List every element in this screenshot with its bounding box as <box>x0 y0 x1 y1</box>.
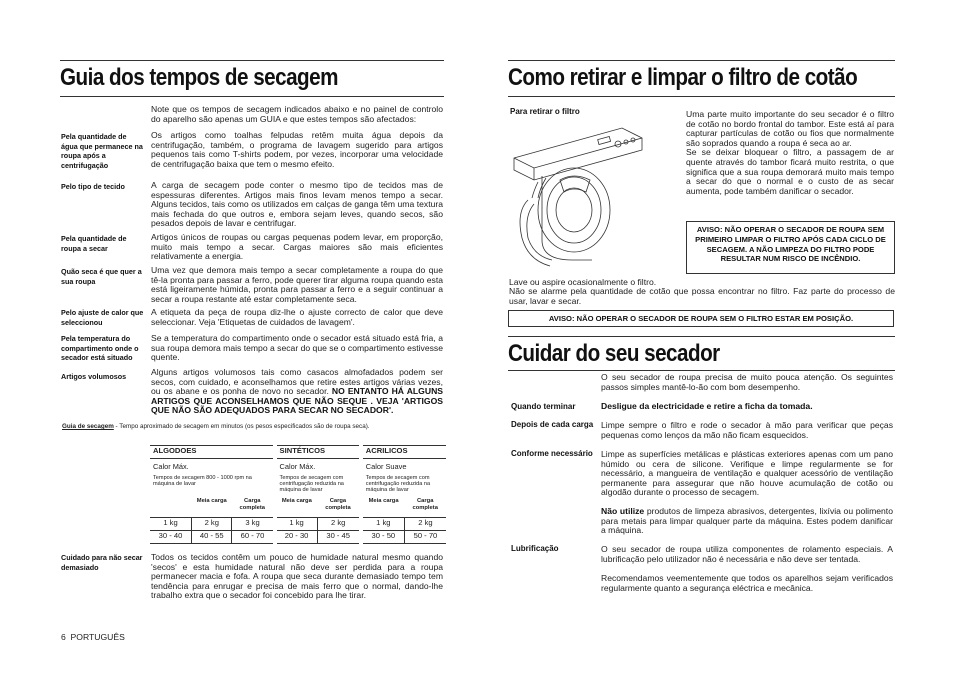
sub-full-synthetic: Carga completa <box>325 497 351 511</box>
care-text-as-needed: Limpe as superfícies metálicas e plásticas exteriores apenas com um pano húmido ou cera de silicone. Verifique e limpe regularmente se for necessário, a mangueira de ventilação e qualquer acessório de ventilação permanente para assegurar que não houve acumulação de cotão ou algodão durante o processo de secagem. <box>601 449 893 498</box>
row-label-water: Pela quantidade de água que permanece na roupa após a centrifugação <box>61 132 143 170</box>
page-title-filter: Como retirar e limpar o filtro de cotão <box>508 64 858 91</box>
sub-half-synthetic: Meia carga <box>275 498 318 518</box>
group-name-cotton: ALGODOES <box>150 446 275 459</box>
weight-cell: 2 kg <box>192 518 232 531</box>
lubrication-label: Lubrificação <box>511 544 559 553</box>
weight-cell: 1 kg <box>361 518 405 531</box>
lubrication-text: O seu secador de roupa utiliza componentes de rolamento especiais. A lubrificação pelo utilizador não é necessária e não deve ser tentada. <box>601 544 893 564</box>
time-cell: 30 - 50 <box>361 531 405 544</box>
guide-caption-text: - Tempo aproximado de secagem em minutos (os pesos especificados são de roupa seca). <box>113 423 370 430</box>
time-cell: 20 - 30 <box>275 531 318 544</box>
sub-half-acrylic: Meia carga <box>361 498 405 518</box>
care-no-abrasives-text: produtos de limpeza abrasivos, detergentes, lixívia ou polimento para metais para limpar qualquer parte da máquina. Estes podem danificar a máquina. <box>601 506 893 536</box>
row-text-room: Se a temperatura do compartimento onde o secador está situado está fria, a sua roupa demora mais tempo a secar do que se o compartimento estivesse quente. <box>151 333 443 363</box>
safety-check-text: Recomendamos veementemente que todos os aparelhos sejam verificados regularmente quanto a segurança eléctrica e mecânica. <box>601 573 893 593</box>
bulky-label: Artigos volumosos <box>61 372 127 381</box>
setting-acrylic: Calor Suave <box>361 459 446 472</box>
row-label-heat: Pelo ajuste de calor que seleccionou <box>61 308 144 327</box>
care-intro: O seu secador de roupa precisa de muito pouca atenção. Os seguintes passos simples mantê-lo-ão com bom desempenho. <box>601 372 893 392</box>
guide-caption <box>62 423 370 430</box>
group-name-acrylic: ACRILICOS <box>361 446 446 459</box>
row-label-room: Pela temperatura do compartimento onde o secador está situado <box>61 334 139 362</box>
dryer-filter-illustration <box>512 120 644 270</box>
care-no-abrasives <box>601 507 893 536</box>
setting-cotton: Calor Máx. <box>153 462 189 471</box>
care-text-finish: Desligue da electricidade e retire a ficha da tomada. <box>601 401 813 411</box>
overdry-text: Todos os tecidos contêm um pouco de humidade natural mesmo quando 'secos' e esta humidade natural não deve ser perdida para a roupa permanecer macia e fofa. A roupa que seca durante demasiado tempo tem tendência para enrugar e precisa de mais ferro que o normal, dando-lhe trabalho extra que o secador foi concebido para lhe tirar. <box>151 552 443 601</box>
time-cell: 30 - 40 <box>150 531 192 544</box>
row-label-fabric: Pelo tipo de tecido <box>61 182 125 191</box>
bulky-text: Alguns artigos volumosos tais como casacos almofadados podem ser secos, com cuidado, e aconselhamos que retire estes artigos várias vezes, ou os abane e os ponha de novo no secador. <box>151 367 443 397</box>
filter-text <box>686 110 894 196</box>
wash-note-1: Lave ou aspire ocasionalmente o filtro. <box>509 277 657 287</box>
care-label-as-needed: Conforme necessário <box>511 449 593 458</box>
note-synthetic: Tempos de secagem com centrifugação reduzida na máquina de lavar <box>275 472 361 498</box>
filter-label: Para retirar o filtro <box>510 107 580 116</box>
row-label-quantity: Pela quantidade de roupa a secar <box>61 234 127 253</box>
sub-half-cotton: Meia carga <box>196 497 227 504</box>
care-label-each-load: Depois de cada carga <box>511 420 594 429</box>
page-title-care: Cuidar do seu secador <box>508 340 720 367</box>
fire-warning-box: AVISO: NÃO OPERAR O SECADOR DE ROUPA SEM PRIMEIRO LIMPAR O FILTRO APÓS CADA CICLO DE SECAGEM. A NÃO LIMPEZA DO FILTRO PODE RESULTAR NUM RISCO DE INCÊNDIO. <box>686 221 895 274</box>
time-cell: 40 - 55 <box>192 531 232 544</box>
weight-cell: 2 kg <box>317 518 361 531</box>
time-cell: 50 - 70 <box>404 531 446 544</box>
overdry-label: Cuidado para não secar demasiado <box>61 553 143 572</box>
drying-time-table <box>150 445 446 544</box>
filter-text-p1: Uma parte muito importante do seu secador é o filtro de cotão no bordo frontal do tambor. Este está aí para capturar partículas de cotão ou fios que normalmente são soprados quando a roupa é seca ao ar. <box>686 109 894 148</box>
row-text-quantity: Artigos únicos de roupas ou cargas pequenas podem levar, em proporção, muito mais tempo a secar. Cargas maiores são mais eficientes relativamente a energia. <box>151 232 443 262</box>
intro-text: Note que os tempos de secagem indicados abaixo e no painel de controlo do aparelho são apenas um GUIA e que estes tempos são afectados: <box>151 104 443 124</box>
bulky-warning: NO ENTANTO HÁ ALGUNS ARTIGOS QUE ACONSELHAMOS QUE NÃO SEQUE . VEJA 'ARTIGOS QUE NÃO SÃO ADEQUADOS PARA SECAR NO SECADOR'. <box>151 386 444 416</box>
filter-text-p2: Se se deixar bloquear o filtro, a passagem de ar quente através do tambor ficará muito restrita, o que significa que a sua roupa demorará muito mais tempo a secar do que o normal e o custo de as secar aumenta, pode também danificar o secador. <box>686 147 894 196</box>
row-label-dryness: Quão seca é que quer a sua roupa <box>61 267 142 286</box>
weight-cell: 3 kg <box>232 518 275 531</box>
time-cell: 30 - 45 <box>317 531 361 544</box>
weight-cell: 2 kg <box>404 518 446 531</box>
filter-position-warning: AVISO: NÃO OPERAR O SECADOR DE ROUPA SEM O FILTRO ESTAR EM POSIÇÃO. <box>508 310 894 327</box>
setting-synthetic: Calor Máx. <box>275 459 361 472</box>
wash-note-2: Não se alarme pela quantidade de cotão que possa encontrar no filtro. Faz parte do processo de usar, lavar e secar. <box>509 286 895 306</box>
weight-cell: 1 kg <box>275 518 318 531</box>
guide-caption-label: Guia de secagem <box>62 423 114 430</box>
row-text-dryness: Uma vez que demora mais tempo a secar completamente a roupa do que tê-la pronta para passar a ferro, pode querer tirar alguma roupa quando esta está ligeiramente húmida, pronta para passar a ferro e a seguir continuar a secar a roupa restante até estar completamente seca. <box>151 265 443 304</box>
sub-full-cotton: Carga completa <box>239 497 265 511</box>
row-text-fabric: A carga de secagem pode conter o mesmo tipo de tecidos mas de espessuras diferentes. Artigos mais finos levam menos tempo a secar. Alguns tecidos, tais como os utilizados em calças de ganga têm uma textura mais fechada do que outros e, embora sejam leves, quando secos, são pesados depois de lavar e centrifugar. <box>151 180 443 229</box>
time-cell: 60 - 70 <box>232 531 275 544</box>
group-name-synthetic: SINTÉTICOS <box>275 446 361 459</box>
care-label-finish: Quando terminar <box>511 402 576 411</box>
note-acrylic: Tempos de secagem com centrifugação reduzida na máquina de lavar <box>361 472 446 498</box>
sub-full-acrylic: Carga completa <box>412 497 438 511</box>
care-text-each-load: Limpe sempre o filtro e rode o secador à mão para verificar que peças pequenas como lenços da mão não ficam esquecidos. <box>601 420 893 440</box>
row-text-heat: A etiqueta da peça de roupa diz-lhe o ajuste correcto de calor que deve seleccionar. Veja 'Etiquetas de cuidados de lavagem'. <box>151 307 443 327</box>
care-no-abrasives-bold: Não utilize <box>601 506 645 516</box>
bulky-text-block <box>151 368 443 416</box>
weight-cell: 1 kg <box>150 518 192 531</box>
row-text-water: Os artigos como toalhas felpudas retêm muita água depois da centrifugação, também, o programa de lavagem sugerido para artigos pequenos tais como T-shirts podem, por vezes, incorporar uma velocidade de centrifugação baixa que tem o mesmo efeito. <box>151 130 443 169</box>
page-title-left: Guia dos tempos de secagem <box>60 64 338 91</box>
page-footer: 6 PORTUGUÊS <box>61 632 125 642</box>
note-cotton: Tempos de secagem 800 - 1000 rpm na máquina de lavar <box>153 474 252 487</box>
